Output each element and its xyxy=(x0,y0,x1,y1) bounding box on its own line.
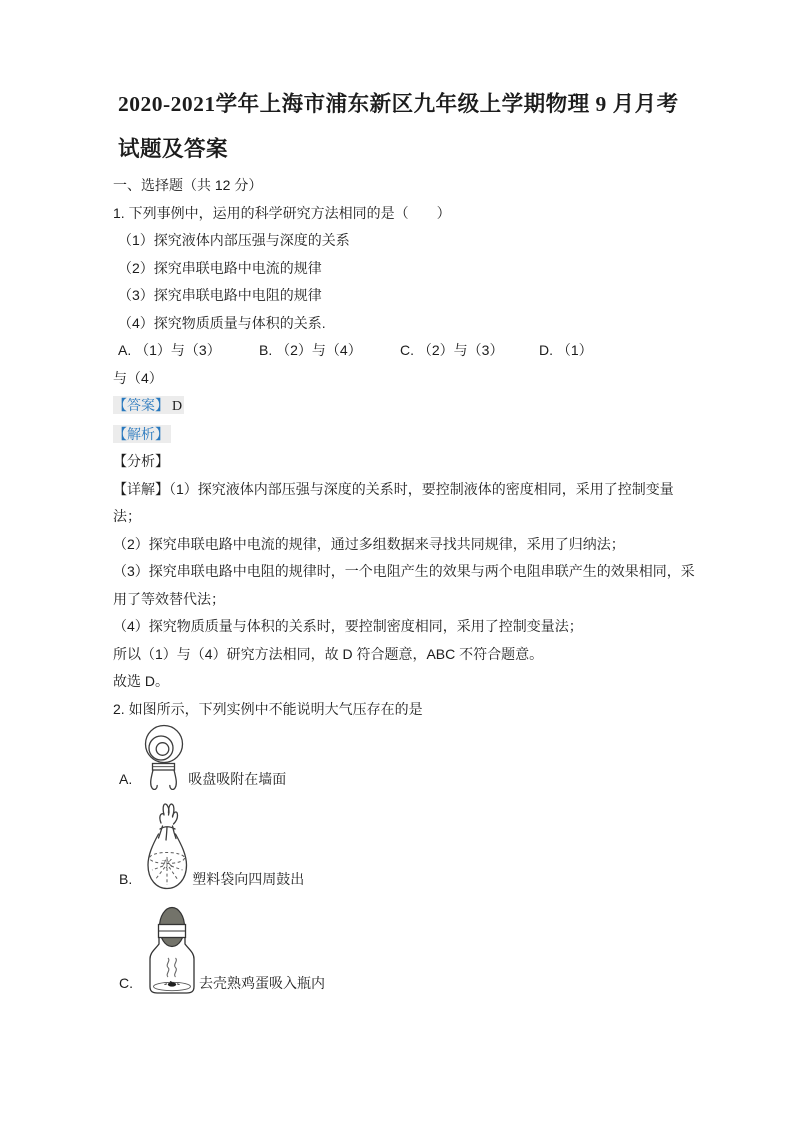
title-line-1: 2020-2021学年上海市浦东新区九年级上学期物理 9 月月考 xyxy=(118,92,679,116)
plastic-bag-figure xyxy=(143,800,191,890)
suction-cup-hook-icon xyxy=(143,724,187,790)
q2-option-c-row xyxy=(119,904,696,994)
q2-option-b-caption: 塑料袋向四周鼓出 xyxy=(192,871,305,887)
q2-option-a-caption: 吸盘吸附在墙面 xyxy=(188,771,287,787)
q1-item-1: （1）探究液体内部压强与深度的关系 xyxy=(118,232,350,248)
q2-option-b-row xyxy=(119,800,696,890)
q1-option-d: D. （1） xyxy=(539,342,593,358)
q1-detail-final-choice: 故选 D。 xyxy=(113,673,169,689)
q1-detail-paragraph-2: （2）探究串联电路中电流的规律，通过多组数据来寻找共同规律，采用了归纳法； xyxy=(113,535,625,552)
q1-option-d-continuation: 与（4） xyxy=(113,369,163,386)
q1-item-4: （4）探究物质质量与体积的关系. xyxy=(118,314,326,331)
q1-detail-paragraph-1: 【详解】（1）探究液体内部压强与深度的关系时，要控制液体的密度相同，采用了控制变量法； xyxy=(113,480,674,524)
q2-option-b-label: B. xyxy=(119,871,133,887)
jiexi-label: 【解析】 xyxy=(113,425,169,442)
page-title xyxy=(118,82,696,172)
q1-item-3: （3）探究串联电路中电阻的规律 xyxy=(118,287,322,303)
q1-option-b: B. （2）与（4） xyxy=(259,342,362,358)
question-2-stem: 2. 如图所示，下列实例中不能说明大气压存在的是 xyxy=(113,700,423,717)
q1-answer-line xyxy=(113,392,696,421)
answer-highlight xyxy=(113,396,184,414)
plastic-bag-water-icon xyxy=(143,800,191,890)
suction-cup-figure xyxy=(143,724,187,790)
q2-option-c-label: C. xyxy=(119,975,133,991)
egg-bottle-figure xyxy=(144,904,198,994)
question-1-stem: 1. 下列事例中，运用的科学研究方法相同的是（ ） xyxy=(113,204,451,221)
section-heading: 一、选择题（共 12 分） xyxy=(113,177,263,193)
answer-label: 【答案】 xyxy=(113,397,169,413)
q1-detail-paragraph-4: （4）探究物质质量与体积的关系时，要控制密度相同，采用了控制变量法； xyxy=(113,618,583,634)
q1-detail-paragraph-3: （3）探究串联电路中电阻的规律时，一个电阻产生的效果与两个电阻串联产生的效果相同，采用了等效替代法； xyxy=(113,563,695,607)
q1-options-row xyxy=(118,337,696,365)
q1-option-a: A. （1）与（3） xyxy=(118,342,221,358)
q1-jiexi-line xyxy=(113,421,696,449)
q1-item-2: （2）探究串联电路中电流的规律 xyxy=(118,259,322,276)
q1-fenxi-line: 【分析】 xyxy=(113,453,169,469)
q2-option-c-caption: 去壳熟鸡蛋吸入瓶内 xyxy=(199,975,325,991)
q2-option-a-label: A. xyxy=(119,771,133,787)
title-line-2: 试题及答案 xyxy=(118,137,229,161)
q2-option-a-row xyxy=(119,724,696,790)
answer-value: D xyxy=(172,399,183,414)
egg-in-bottle-icon xyxy=(144,904,198,994)
q1-detail-conclusion: 所以（1）与（4）研究方法相同，故 D 符合题意，ABC 不符合题意。 xyxy=(113,645,544,662)
bag-water-character: 水 xyxy=(161,857,173,870)
q1-option-c: C. （2）与（3） xyxy=(400,342,504,358)
